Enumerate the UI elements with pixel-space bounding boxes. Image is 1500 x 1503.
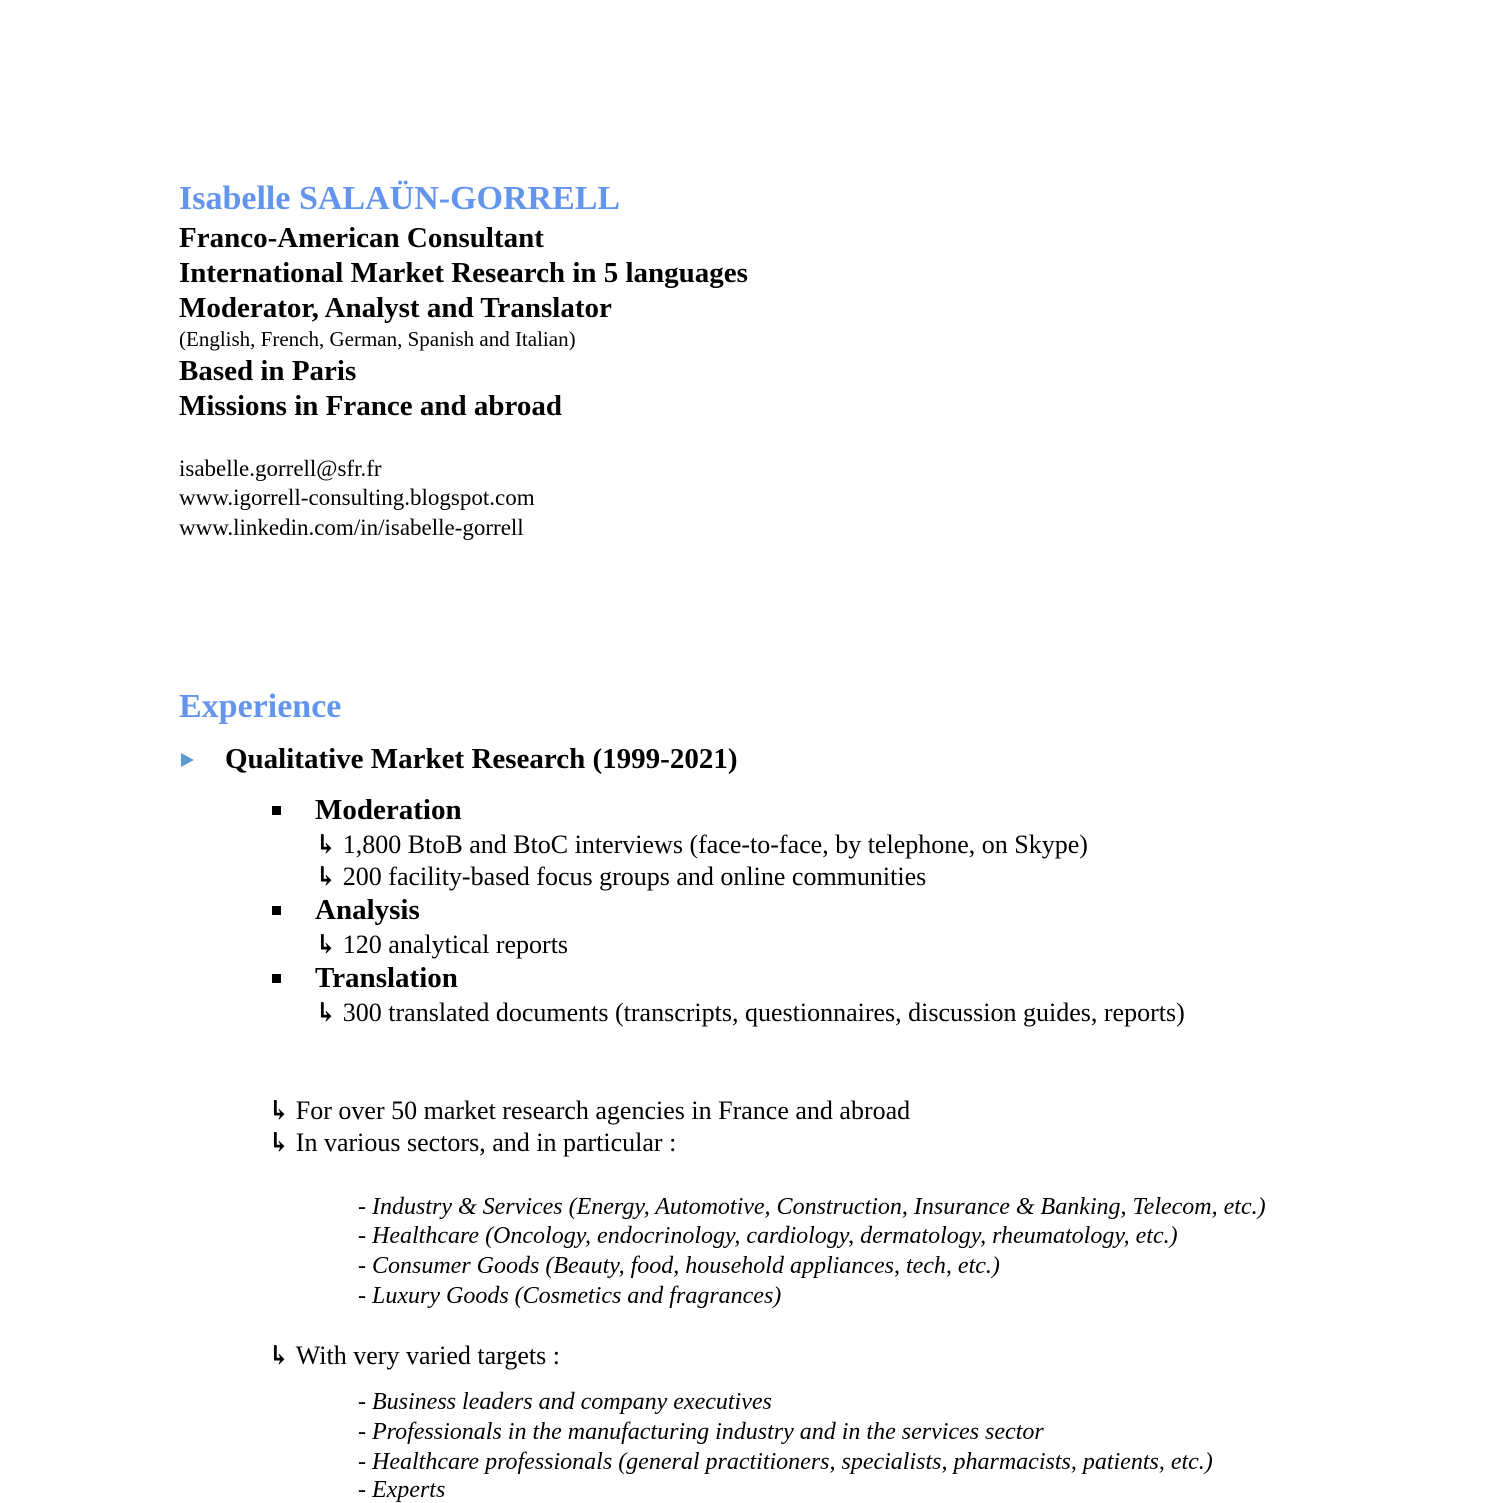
email-link[interactable]: isabelle.gorrell@sfr.fr (179, 456, 382, 481)
sector-item: - Consumer Goods (Beauty, food, household appliances, tech, etc.) (358, 1253, 1000, 1279)
arrow-icon: ↳ (268, 1128, 290, 1157)
sector-item: - Healthcare (Oncology, endocrinology, cardiology, dermatology, rheumatology, etc.) (358, 1223, 1178, 1249)
location-line: Missions in France and abroad (179, 390, 562, 422)
location-line: Based in Paris (179, 355, 357, 387)
arrow-icon: ↳ (315, 998, 337, 1027)
target-item: - Professionals in the manufacturing industry and in the services sector (358, 1419, 1044, 1445)
note-line (268, 1130, 676, 1156)
triangle-bullet-icon (181, 753, 194, 767)
note-text: With very varied targets : (295, 1341, 560, 1370)
experience-item-title: Qualitative Market Research (1999-2021) (225, 743, 738, 775)
list-item (315, 832, 1088, 858)
headline-line: Moderator, Analyst and Translator (179, 292, 612, 324)
list-item-text: 200 facility-based focus groups and online communities (342, 862, 927, 891)
linkedin-link[interactable]: www.linkedin.com/in/isabelle-gorrell (179, 515, 524, 540)
section-title-experience: Experience (179, 688, 342, 725)
group-title: Analysis (315, 894, 420, 926)
headline-line: Franco-American Consultant (179, 222, 544, 254)
languages-note: (English, French, German, Spanish and Italian) (179, 327, 576, 351)
target-item: - Healthcare professionals (general practitioners, specialists, pharmacists, patients, etc.) (358, 1449, 1213, 1475)
square-bullet-icon (272, 974, 281, 983)
list-item-text: 1,800 BtoB and BtoC interviews (face-to-face, by telephone, on Skype) (342, 830, 1088, 859)
target-item: - Business leaders and company executives (358, 1389, 772, 1415)
note-line (268, 1343, 560, 1369)
sector-item: - Industry & Services (Energy, Automotive, Construction, Insurance & Banking, Telecom, etc.) (358, 1194, 1266, 1220)
note-line (268, 1098, 910, 1124)
note-text: For over 50 market research agencies in France and abroad (295, 1096, 911, 1125)
list-item (315, 864, 926, 890)
arrow-icon: ↳ (268, 1341, 290, 1370)
target-item: - Experts (358, 1477, 446, 1503)
arrow-icon: ↳ (315, 930, 337, 959)
group-title: Translation (315, 962, 458, 994)
arrow-icon: ↳ (268, 1096, 290, 1125)
list-item (315, 932, 568, 958)
group-title: Moderation (315, 794, 462, 826)
square-bullet-icon (272, 906, 281, 915)
headline-line: International Market Research in 5 languages (179, 257, 748, 289)
list-item-text: 300 translated documents (transcripts, questionnaires, discussion guides, reports) (342, 998, 1185, 1027)
arrow-icon: ↳ (315, 830, 337, 859)
square-bullet-icon (272, 806, 281, 815)
blog-link[interactable]: www.igorrell-consulting.blogspot.com (179, 485, 535, 510)
sector-item: - Luxury Goods (Cosmetics and fragrances) (358, 1283, 782, 1309)
note-text: In various sectors, and in particular : (295, 1128, 677, 1157)
arrow-icon: ↳ (315, 862, 337, 891)
list-item-text: 120 analytical reports (342, 930, 569, 959)
list-item (315, 1000, 1185, 1026)
person-name: Isabelle SALAÜN-GORRELL (179, 180, 621, 217)
